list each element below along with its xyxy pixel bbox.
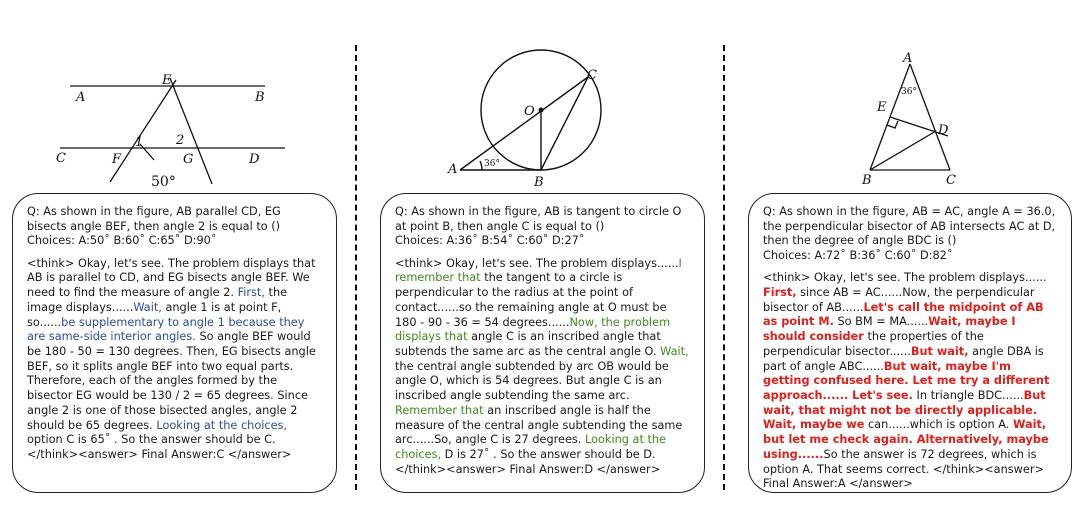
- reasoning-segment: angle 1 is at point F, so......: [27, 300, 282, 329]
- choices-line: Choices: A:72˚ B:36˚ C:60˚ D:82˚: [763, 248, 953, 262]
- label-g: G: [183, 152, 194, 167]
- chord-bc: [541, 77, 588, 170]
- reasoning-card-3: [748, 193, 1072, 493]
- line-ac: [460, 77, 588, 170]
- highlighted-phrase: Now, the problem displays that: [395, 315, 671, 344]
- choices-line: Choices: A:50˚ B:60˚ C:65˚ D:90˚: [27, 234, 217, 248]
- center-point: [539, 108, 544, 113]
- highlighted-phrase: Wait,: [660, 345, 689, 358]
- label-c: C: [587, 68, 597, 83]
- highlighted-phrase: First,: [763, 286, 797, 300]
- reasoning-card-1: [12, 193, 337, 493]
- label-a: A: [76, 90, 86, 105]
- reasoning-segment: option C is 65˚ . So the answer should be C. </think><answer> Final Answer:C </answer>: [27, 433, 292, 461]
- highlighted-phrase: I remember that: [395, 256, 682, 285]
- reasoning-segment: since AB = AC......Now, the perpendicular bisector of AB......: [763, 286, 1035, 314]
- label-a: A: [903, 51, 913, 66]
- reasoning-segment: the image displays......: [27, 286, 288, 314]
- highlighted-phrase: be supplementary to angle 1 because they are same-side interior angles.: [27, 315, 305, 344]
- question-line: Q: As shown in the figure, AB = AC, angle A = 36.0, the perpendicular bisector of AB intersects AC at D, then the degree of angle BDC is (): [763, 205, 1056, 248]
- question-text: [395, 205, 690, 249]
- divider-right: [723, 45, 725, 490]
- reasoning-segment: angle C is an inscribed angle that subtends the same arc as the central angle O.: [395, 330, 661, 358]
- side-ac: [910, 64, 950, 170]
- reasoning-segment: an inscribed angle is half the measure of the central angle subtending the same arc......So, angle C is 27 degrees.: [395, 403, 683, 447]
- label-b: B: [862, 173, 872, 188]
- highlighted-phrase: But wait, that might not be directly applicable. Wait, maybe we: [763, 389, 1046, 432]
- reasoning-segment: D is 27˚ . So the answer should be D. </think><answer> Final Answer:D </answer>: [395, 447, 661, 476]
- label-b: B: [534, 175, 544, 190]
- label-o: O: [524, 104, 535, 119]
- highlighted-phrase: Wait,: [133, 300, 162, 314]
- reasoning-segment: So angle BEF would be 180 - 50 = 130 degrees. Then, EG bisects angle BEF, so it splits angle BEF into two equal parts. Therefore, each of the angles formed by the bisector EG would be 130 / 2 = 65 degrees. Since angle 2 is one of those bisected angles, angle 2 should be 65 degrees.: [27, 330, 316, 432]
- label-50-degrees: 50°: [151, 174, 176, 190]
- line-eg: [170, 78, 212, 184]
- reasoning-segment: <think> Okay, let's see. The problem displays......: [763, 271, 1047, 285]
- label-d: D: [249, 152, 260, 167]
- figure-parallel-lines: [50, 0, 290, 195]
- label-36-degrees: 36°: [901, 87, 917, 97]
- figure-circle-tangent: [440, 0, 630, 195]
- question-text: [763, 205, 1057, 263]
- label-e: E: [162, 73, 172, 88]
- reasoning-segment: So the answer is 72 degrees, which is option A. That seems correct. </think><answer> Final Answer:A </answer>: [763, 447, 1044, 491]
- label-angle-2: 2: [176, 133, 185, 148]
- reasoning-card-2: [380, 193, 705, 493]
- choices-line: Choices: A:36˚ B:54˚ C:60˚ D:27˚: [395, 234, 585, 248]
- label-e: E: [877, 100, 887, 115]
- question-text: [27, 205, 322, 249]
- highlighted-phrase: Wait, maybe I should consider: [763, 315, 1016, 344]
- reasoning-segment: angle DBA is part of angle ABC......: [763, 344, 1044, 373]
- label-f: F: [112, 152, 122, 167]
- reasoning-text: [27, 257, 322, 463]
- reasoning-segment: the central angle subtended by arc OB would be angle O, which is 54 degrees. But angle C is an inscribed angle subtending the same arc.: [395, 359, 669, 403]
- question-line: Q: As shown in the figure, AB parallel CD, EG bisects angle BEF, then angle 2 is equal to (): [27, 205, 281, 233]
- figure-isosceles-triangle: [848, 0, 988, 195]
- segment-bd: [870, 131, 936, 170]
- label-a: A: [448, 162, 458, 177]
- question-line: Q: As shown in the figure, AB is tangent to circle O at point B, then angle C is equal to (): [395, 205, 682, 233]
- highlighted-phrase: Wait, but let me check again. Alternatively, maybe using......: [763, 418, 1049, 461]
- label-c: C: [946, 173, 956, 188]
- reasoning-segment: can......which is option A.: [864, 418, 1013, 432]
- highlighted-phrase: Looking at the choices,: [395, 433, 667, 461]
- label-36-degrees: 36°: [484, 159, 500, 169]
- highlighted-phrase: First,: [237, 286, 265, 300]
- reasoning-text: [763, 271, 1057, 492]
- reasoning-segment: In triangle BDC......: [912, 389, 1024, 402]
- label-c: C: [56, 151, 66, 166]
- highlighted-phrase: But wait, maybe I'm getting confused here. Let me try a different approach...... Let's see.: [763, 359, 1050, 402]
- highlighted-phrase: Looking at the choices,: [156, 418, 288, 432]
- label-d: D: [938, 123, 949, 138]
- label-angle-1: 1: [135, 135, 144, 150]
- reasoning-segment: the properties of the perpendicular bisector......: [763, 330, 984, 358]
- highlighted-phrase: Let's call the midpoint of AB as point M.: [763, 300, 1044, 329]
- highlighted-phrase: Remember that: [395, 403, 484, 417]
- reasoning-segment: <think> Okay, let's see. The problem displays that AB is parallel to CD, and EG bisects angle BEF. We need to find the measure of angle 2.: [27, 256, 316, 300]
- reasoning-segment: So BM = MA......: [833, 315, 929, 329]
- highlighted-phrase: But wait,: [910, 344, 969, 358]
- reasoning-segment: <think> Okay, let's see. The problem displays......: [395, 256, 679, 270]
- reasoning-text: [395, 257, 690, 478]
- reasoning-segment: the tangent to a circle is perpendicular to the radius at the point of contact......so the remaining angle at O must be 180 - 90 - 36 = 54 degrees......: [395, 271, 667, 329]
- angle-arc: [480, 161, 482, 170]
- label-b: B: [255, 90, 265, 105]
- divider-left: [355, 45, 357, 490]
